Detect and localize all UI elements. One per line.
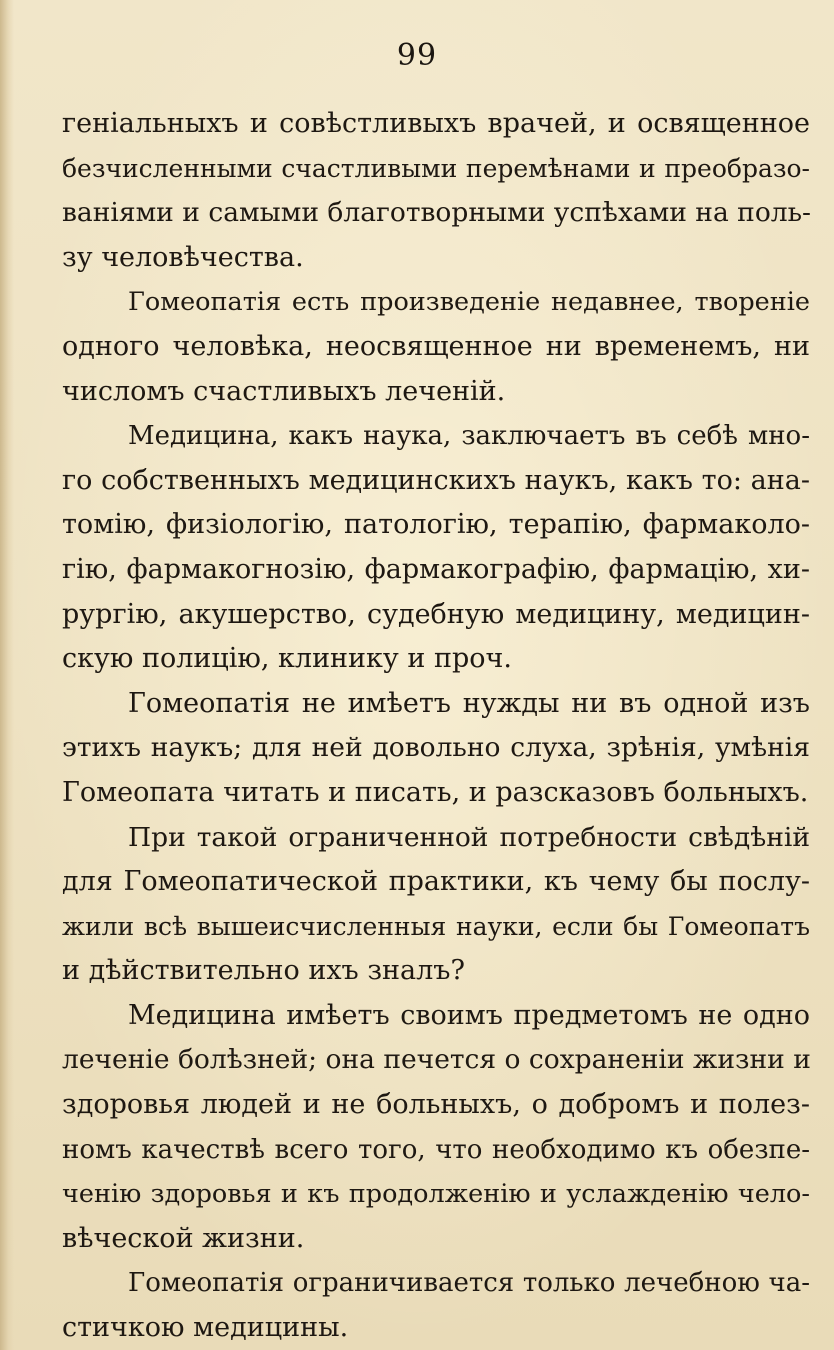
page-number: 99 (396, 38, 438, 73)
text-line: жили всѣ вышеисчисленныя науки, если бы Гомеопатъ (62, 911, 810, 941)
text-line: безчисленными счастливыми перемѣнами и преобразо- (62, 153, 810, 183)
text-line: Гомеопатія не имѣетъ нужды ни въ одной изъ (128, 687, 810, 719)
body-text (62, 102, 810, 1350)
text-line: ваніями и самыми благотворными успѣхами на поль- (62, 197, 812, 229)
text-line: этихъ наукъ; для ней довольно слуха, зрѣнія, умѣнія (62, 732, 810, 764)
text-line: зу человѣчества. (62, 241, 304, 273)
text-line: стичкою медицины. (62, 1312, 349, 1344)
text-line: Медицина имѣетъ своимъ предметомъ не одно (128, 999, 810, 1031)
text-line: гію, фармакогнозію, фармакографію, фармацію, хи- (62, 553, 810, 585)
text-line: Гомеопатія ограничивается только лечебною ча- (128, 1268, 810, 1299)
text-line: геніальныхъ и совѣстливыхъ врачей, и освященное (62, 108, 810, 139)
text-line: леченіе болѣзней; она печется о сохраненіи жизни и (62, 1044, 811, 1076)
text-line: для Гомеопатической практики, къ чему бы послу- (62, 866, 810, 898)
text-line: рургію, акушерство, судебную медицину, медицин- (62, 598, 810, 630)
text-line: числомъ счастливыхъ леченій. (62, 375, 506, 407)
text-line: номъ качествѣ всего того, что необходимо къ обезпе- (62, 1134, 810, 1165)
text-line: Гомеопатія есть произведеніе недавнее, твореніе (128, 287, 810, 318)
text-line: здоровья людей и не больныхъ, о добромъ и полез- (62, 1089, 810, 1121)
text-line: и дѣйствительно ихъ зналъ? (62, 955, 465, 987)
text-line: го собственныхъ медицинскихъ наукъ, какъ то: ана- (62, 464, 810, 496)
text-line: томію, физіологію, патологію, терапію, фармаколо- (62, 509, 810, 541)
text-line: вѣческой жизни. (62, 1222, 305, 1254)
text-line: Гомеопата читать и писать, и разсказовъ больныхъ. (62, 776, 809, 808)
text-line: скую полицію, клинику и проч. (62, 643, 512, 675)
text-line: ченію здоровья и къ продолженію и услажденію чело- (62, 1179, 810, 1210)
text-line: При такой ограниченной потребности свѣдѣній (128, 821, 810, 853)
text-line: одного человѣка, неосвященное ни временемъ, ни (62, 330, 810, 362)
text-line: Медицина, какъ наука, заключаетъ въ себѣ мно- (128, 421, 810, 452)
page-edge-shadow (0, 0, 14, 1350)
